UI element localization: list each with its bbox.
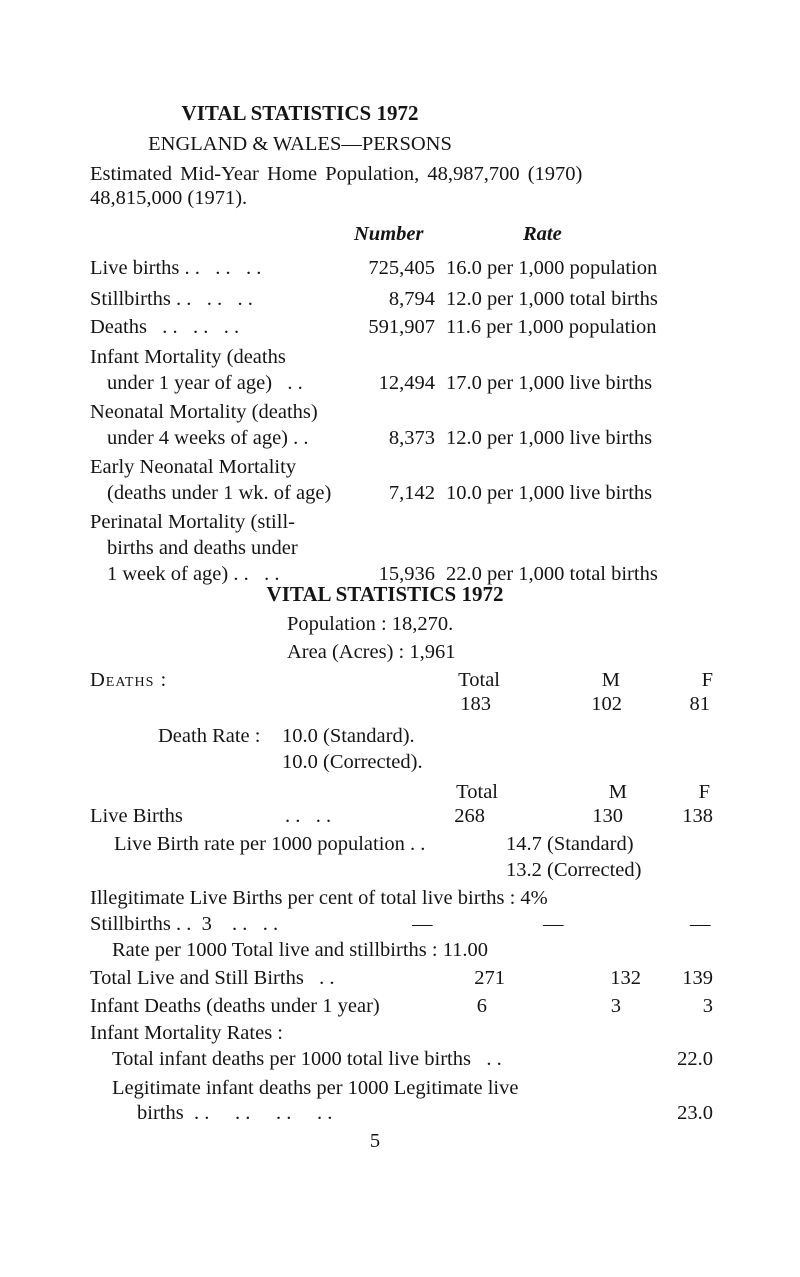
births-col-f: F xyxy=(698,781,710,803)
total-live-still-f: 139 xyxy=(682,967,713,989)
local-area: Area (Acres) : 1,961 xyxy=(287,641,456,663)
live-births-f: 138 xyxy=(682,805,713,827)
deaths-label: Deaths : xyxy=(90,669,168,691)
row-label-line: Neonatal Mortality (deaths) xyxy=(90,401,318,423)
england-heading: VITAL STATISTICS 1972 xyxy=(181,101,419,125)
live-birth-rate-corrected: 13.2 (Corrected) xyxy=(506,859,642,881)
deaths-total: 183 xyxy=(460,693,491,715)
stillbirths-total-dash: — xyxy=(412,913,433,935)
column-header-rate: Rate xyxy=(523,223,562,245)
live-births-m: 130 xyxy=(592,805,623,827)
legitimate-infant-value: 23.0 xyxy=(677,1102,713,1124)
infant-deaths-label: Infant Deaths (deaths under 1 year) xyxy=(90,995,380,1017)
deaths-f: 81 xyxy=(689,693,710,715)
page-number: 5 xyxy=(369,1130,381,1152)
row-rate: 12.0 per 1,000 total births xyxy=(446,288,658,310)
row-label-line: (deaths under 1 wk. of age) xyxy=(107,482,332,504)
legitimate-infant-label-2: births . . . . . . . . xyxy=(137,1102,333,1124)
infant-deaths-total: 6 xyxy=(476,995,487,1017)
deaths-col-m: M xyxy=(601,669,620,691)
row-number: 725,405 xyxy=(368,257,435,279)
row-label-line: births and deaths under xyxy=(107,537,298,559)
infant-mortality-heading: Infant Mortality Rates : xyxy=(90,1022,283,1044)
row-label-line: Live births . . . . . . xyxy=(90,257,262,279)
total-live-still-label: Total Live and Still Births . . xyxy=(90,967,335,989)
stillbirths-m-dash: — xyxy=(543,913,564,935)
row-label-line: Early Neonatal Mortality xyxy=(90,456,297,478)
row-label-line: Deaths . . . . . . xyxy=(90,316,240,338)
row-label-line: Stillbirths . . . . . . xyxy=(90,288,253,310)
death-rate-corrected: 10.0 (Corrected). xyxy=(282,751,423,773)
total-live-still-m: 132 xyxy=(610,967,641,989)
row-number: 7,142 xyxy=(388,482,435,504)
infant-deaths-f: 3 xyxy=(702,995,713,1017)
row-rate: 17.0 per 1,000 live births xyxy=(446,372,653,394)
row-number: 8,794 xyxy=(388,288,435,310)
live-births-label: Live Births xyxy=(90,805,183,827)
row-rate: 22.0 per 1,000 total births xyxy=(446,563,658,585)
row-label-line: Infant Mortality (deaths xyxy=(90,346,286,368)
row-rate: 16.0 per 1,000 population xyxy=(446,257,658,279)
live-births-dots: . . . . xyxy=(285,805,332,827)
column-header-number: Number xyxy=(354,223,424,245)
total-live-still-total: 271 xyxy=(474,967,505,989)
stillbirths-dots: . . . . xyxy=(232,913,279,935)
death-rate-label: Death Rate : xyxy=(158,725,261,747)
row-rate: 10.0 per 1,000 live births xyxy=(446,482,653,504)
stillbirths-label: Stillbirths . . 3 xyxy=(90,913,212,935)
legitimate-infant-label-1: Legitimate infant deaths per 1000 Legitimate live xyxy=(112,1077,519,1099)
total-infant-value: 22.0 xyxy=(677,1048,713,1070)
row-number: 15,936 xyxy=(378,563,435,585)
infant-deaths-m: 3 xyxy=(610,995,621,1017)
row-number: 591,907 xyxy=(368,316,435,338)
live-births-total: 268 xyxy=(454,805,485,827)
deaths-col-f: F xyxy=(701,669,713,691)
births-col-total: Total xyxy=(456,781,498,803)
live-birth-rate-standard: 14.7 (Standard) xyxy=(506,833,634,855)
births-col-m: M xyxy=(608,781,627,803)
total-infant-label: Total infant deaths per 1000 total live births . . xyxy=(112,1048,502,1070)
population-line-1: Estimated Mid-Year Home Population, 48,987,700 (1970) xyxy=(90,163,583,185)
stillbirth-rate: Rate per 1000 Total live and stillbirths : 11.00 xyxy=(112,939,489,961)
row-label-line: 1 week of age) . . . . xyxy=(107,563,280,585)
population-line-2: 48,815,000 (1971). xyxy=(90,187,248,209)
deaths-m: 102 xyxy=(591,693,622,715)
england-subheading: ENGLAND & WALES—PERSONS xyxy=(148,133,452,155)
deaths-col-total: Total xyxy=(458,669,500,691)
row-label-line: under 4 weeks of age) . . xyxy=(107,427,309,449)
row-label-line: Perinatal Mortality (still- xyxy=(90,511,295,533)
row-label-line: under 1 year of age) . . xyxy=(107,372,303,394)
row-rate: 12.0 per 1,000 live births xyxy=(446,427,653,449)
live-birth-rate-label: Live Birth rate per 1000 population . . xyxy=(114,833,426,855)
local-population: Population : 18,270. xyxy=(287,613,454,635)
local-heading: VITAL STATISTICS 1972 xyxy=(266,582,504,606)
row-number: 8,373 xyxy=(388,427,435,449)
illegitimate-births: Illegitimate Live Births per cent of total live births : 4% xyxy=(90,887,548,909)
row-rate: 11.6 per 1,000 population xyxy=(446,316,657,338)
stillbirths-f-dash: — xyxy=(690,913,711,935)
death-rate-standard: 10.0 (Standard). xyxy=(282,725,415,747)
row-number: 12,494 xyxy=(378,372,435,394)
